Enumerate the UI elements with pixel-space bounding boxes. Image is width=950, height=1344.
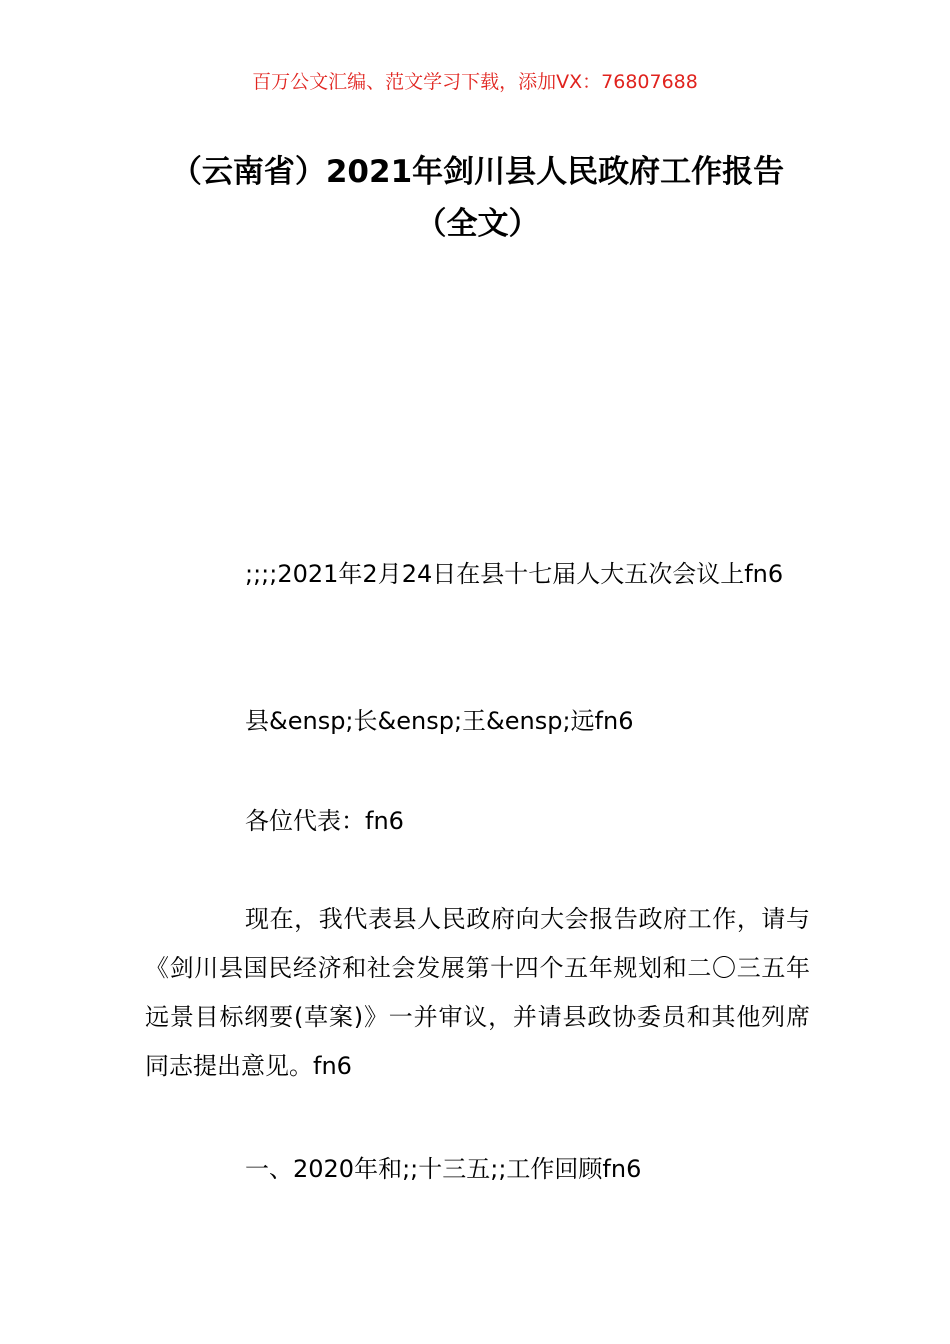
- salutation: 各位代表：fn6: [245, 807, 404, 835]
- section-heading: 一、2020年和;;十三五;;工作回顾fn6: [245, 1155, 642, 1183]
- speaker-line: 县&ensp;长&ensp;王&ensp;远fn6: [245, 707, 634, 735]
- report-date-line: ;;;;2021年2月24日在县十七届人大五次会议上fn6: [245, 560, 784, 588]
- body-paragraph: 现在，我代表县人民政府向大会报告政府工作，请与《剑川县国民经济和社会发展第十四个五年规划和二〇三五年远景目标纲要(草案)》一并审议，并请县政协委员和其他列席同志提出意见。fn6: [145, 905, 810, 1080]
- promo-header-text: 百万公文汇编、范文学习下载，添加VX：76807688: [252, 71, 698, 93]
- document-title: （云南省）2021年剑川县人民政府工作报告（全文）: [170, 154, 785, 242]
